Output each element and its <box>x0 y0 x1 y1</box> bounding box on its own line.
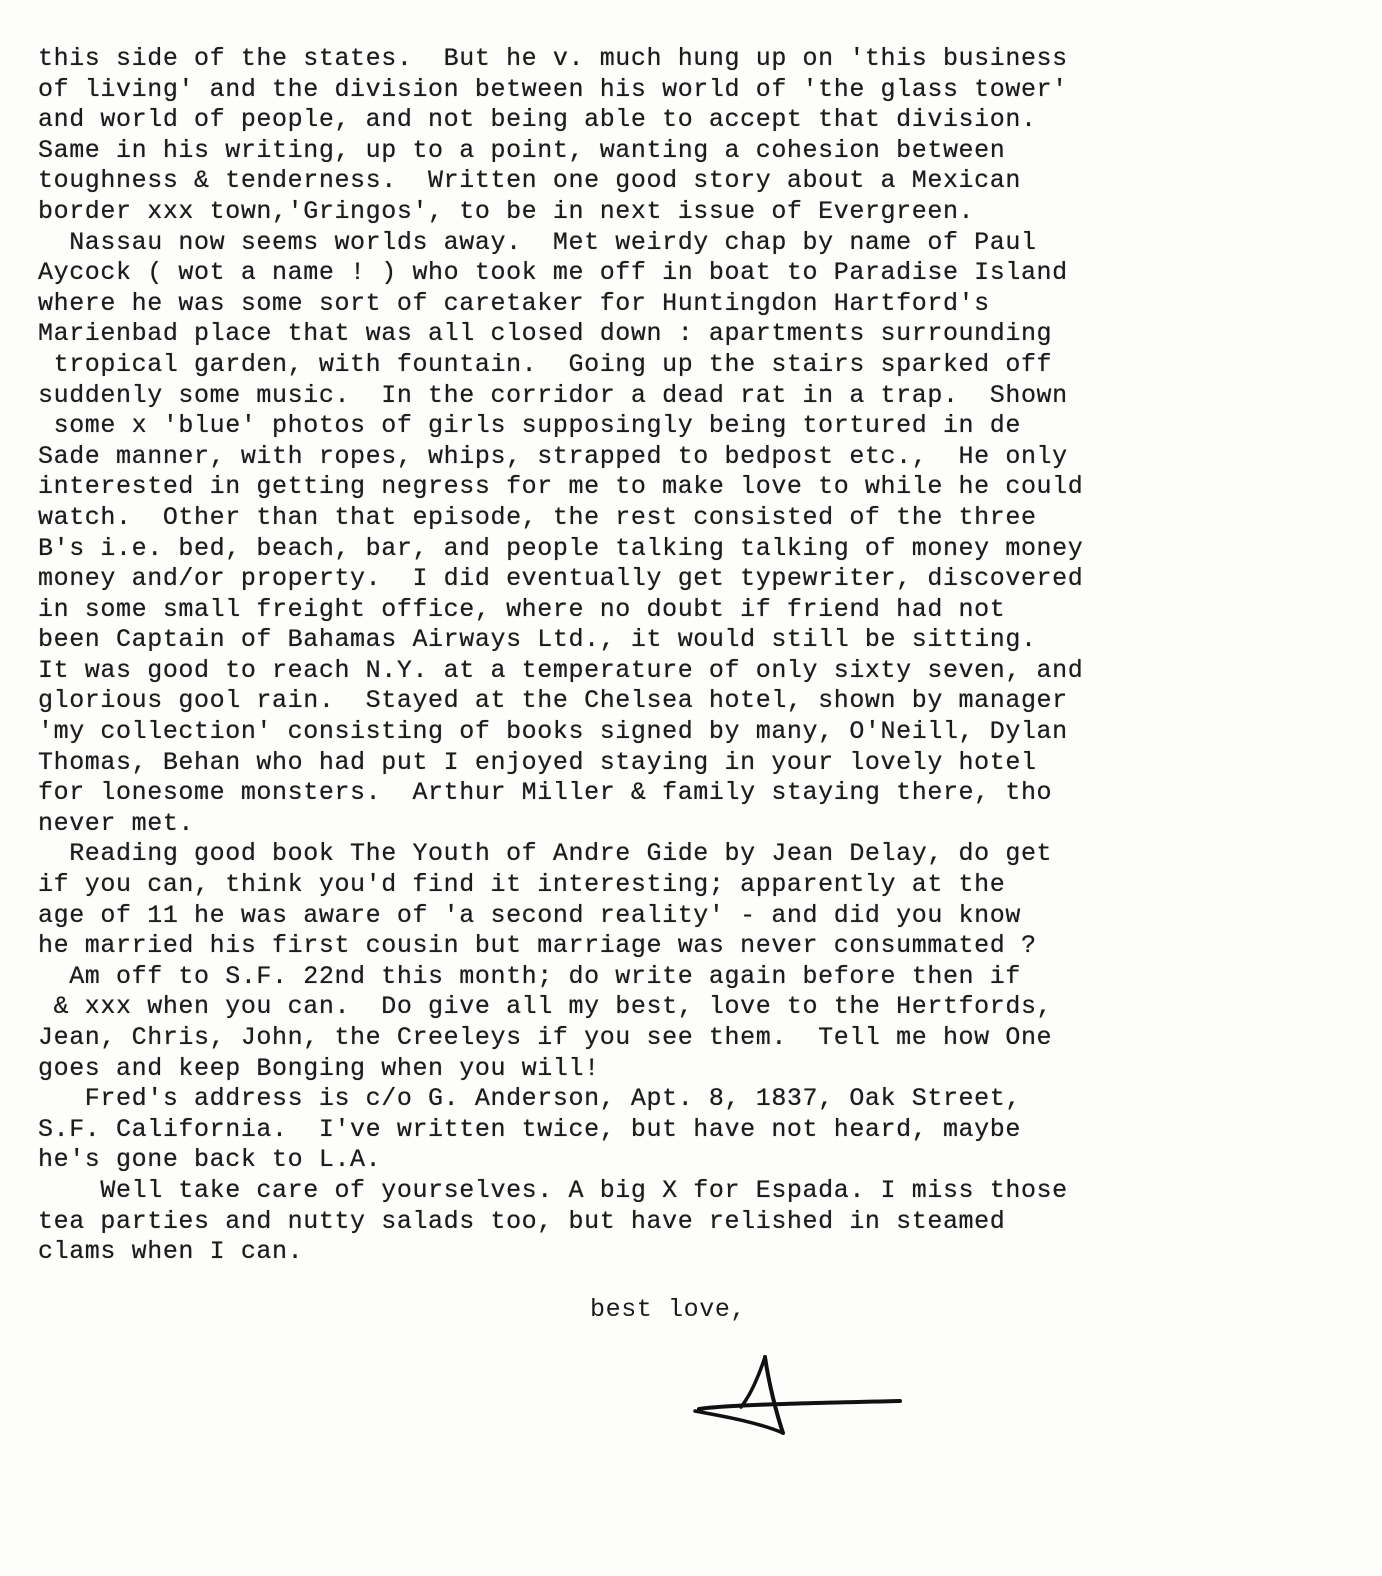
letter-line-40: clams when I can. <box>38 1237 304 1267</box>
letter-line-3: and world of people, and not being able to accept that division. <box>38 105 1037 135</box>
letter-line-39: tea parties and nutty salads too, but have relished in steamed <box>38 1206 1006 1236</box>
letter-line-25: for lonesome monsters. Arthur Miller & family staying there, tho <box>38 778 1053 808</box>
closing-salutation: best love, <box>590 1295 747 1324</box>
letter-line-31: Am off to S.F. 22nd this month; do write again before then if <box>38 961 1021 991</box>
letter-line-18: money and/or property. I did eventually get typewriter, discovered <box>38 564 1084 594</box>
letter-line-23: 'my collection' consisting of books signed by many, O'Neill, Dylan <box>38 717 1068 747</box>
letter-line-34: goes and keep Bonging when you will! <box>38 1053 600 1083</box>
letter-line-30: he married his first cousin but marriage was never consummated ? <box>38 931 1037 961</box>
letter-line-19: in some small freight office, where no doubt if friend had not <box>38 594 1006 624</box>
letter-line-12: suddenly some music. In the corridor a dead rat in a trap. Shown <box>38 380 1068 410</box>
letter-line-11: tropical garden, with fountain. Going up the stairs sparked off <box>38 349 1053 379</box>
letter-line-2: of living' and the division between his world of 'the glass tower' <box>38 74 1068 104</box>
letter-line-16: watch. Other than that episode, the rest consisted of the three <box>38 502 1037 532</box>
letter-line-22: glorious gool rain. Stayed at the Chelsea hotel, shown by manager <box>38 686 1068 716</box>
signature-mark <box>685 1345 915 1445</box>
letter-line-29: age of 11 he was aware of 'a second reality' - and did you know <box>38 900 1021 930</box>
letter-line-14: Sade manner, with ropes, whips, strapped to bedpost etc., He only <box>38 441 1068 471</box>
letter-line-15: interested in getting negress for me to make love to while he could <box>38 472 1084 502</box>
letter-line-20: been Captain of Bahamas Airways Ltd., it would still be sitting. <box>38 625 1037 655</box>
letter-line-8: Aycock ( wot a name ! ) who took me off in boat to Paradise Island <box>38 258 1068 288</box>
letter-line-6: border xxx town,'Gringos', to be in next issue of Evergreen. <box>38 196 975 226</box>
letter-line-9: where he was some sort of caretaker for Huntingdon Hartford's <box>38 288 990 318</box>
letter-line-33: Jean, Chris, John, the Creeleys if you see them. Tell me how One <box>38 1023 1053 1052</box>
letter-line-27: Reading good book The Youth of Andre Gide by Jean Delay, do get <box>38 839 1053 869</box>
letter-line-5: toughness & tenderness. Written one good story about a Mexican <box>38 166 1021 196</box>
letter-line-26: never met. <box>38 808 195 838</box>
letter-body <box>38 44 1338 1268</box>
letter-line-24: Thomas, Behan who had put I enjoyed staying in your lovely hotel <box>38 747 1037 777</box>
letter-line-35: Fred's address is c/o G. Anderson, Apt. 8, 1837, Oak Street, <box>38 1084 1021 1114</box>
letter-line-38: Well take care of yourselves. A big X for Espada. I miss those <box>38 1175 1068 1205</box>
letter-line-17: B's i.e. bed, beach, bar, and people talking talking of money money <box>38 533 1084 563</box>
letter-line-4: Same in his writing, up to a point, wanting a cohesion between <box>38 135 1006 165</box>
letter-line-7: Nassau now seems worlds away. Met weirdy chap by name of Paul <box>38 227 1037 257</box>
letter-line-13: some x 'blue' photos of girls supposingly being tortured in de <box>38 411 1021 441</box>
letter-line-21: It was good to reach N.Y. at a temperature of only sixty seven, and <box>38 655 1084 685</box>
letter-line-28: if you can, think you'd find it interesting; apparently at the <box>38 870 1006 900</box>
letter-line-10: Marienbad place that was all closed down : apartments surrounding <box>38 319 1053 349</box>
letter-line-36: S.F. California. I've written twice, but have not heard, maybe <box>38 1114 1021 1144</box>
letter-line-37: he's gone back to L.A. <box>38 1145 382 1175</box>
letter-line-32: & xxx when you can. Do give all my best, love to the Hertfords, <box>38 992 1053 1022</box>
letter-line-1: this side of the states. But he v. much hung up on 'this business <box>38 44 1068 73</box>
